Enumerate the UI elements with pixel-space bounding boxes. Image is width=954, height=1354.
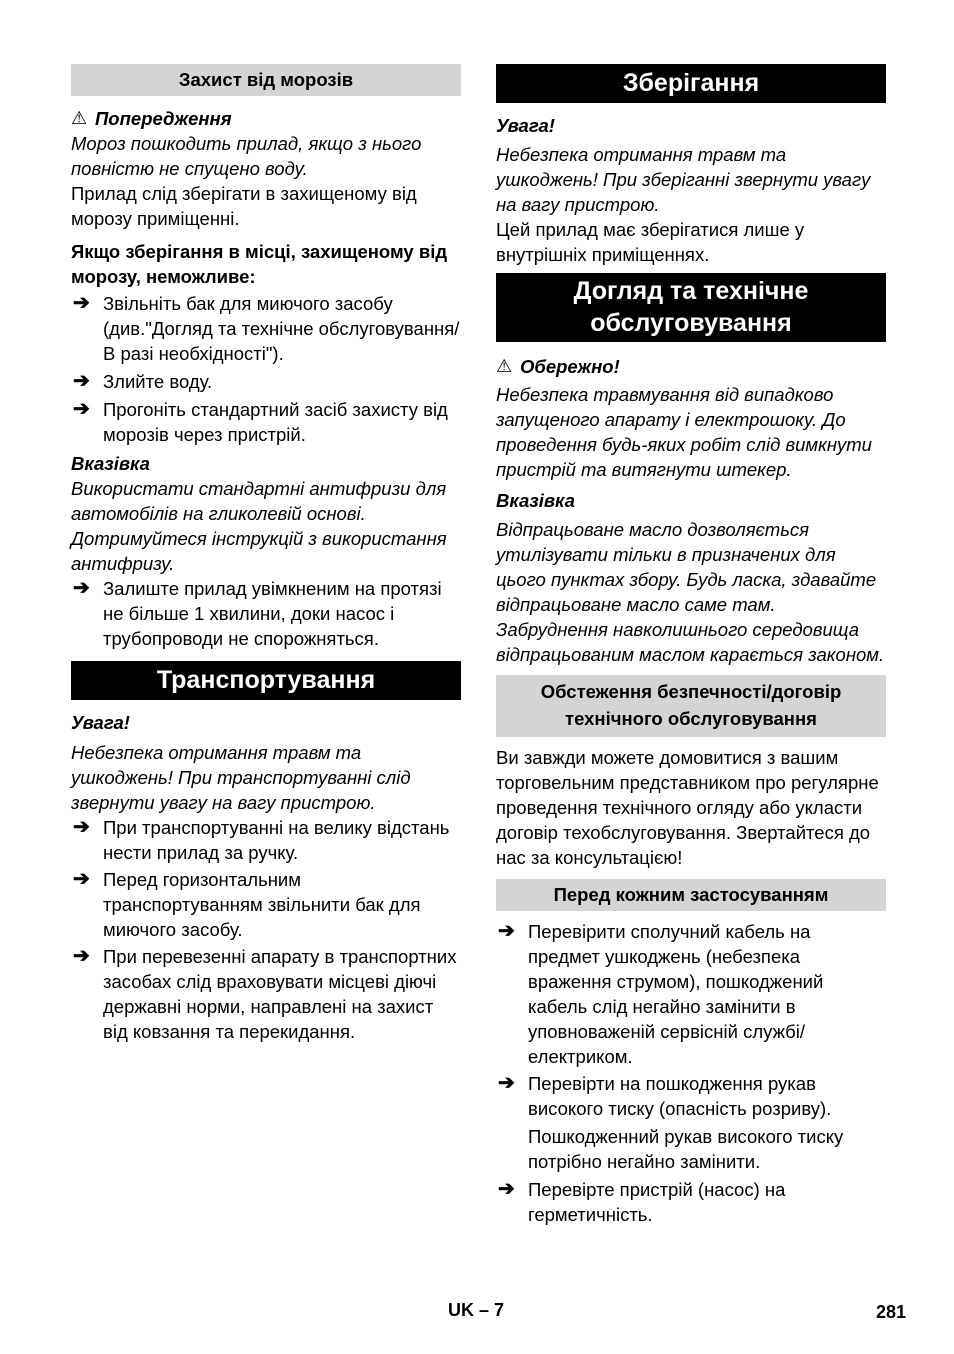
attention-label: Увага! xyxy=(71,712,130,733)
steps-list-3 xyxy=(71,815,461,1044)
frost-protection-heading: Захист від морозів xyxy=(71,64,461,96)
page-number: 281 xyxy=(876,1302,907,1322)
steps-list-2 xyxy=(71,576,461,651)
arrow-right-icon: ➔ xyxy=(498,1072,515,1094)
warning-triangle-icon: ⚠ xyxy=(71,108,88,128)
attention-text: Небезпека отримання травм та ушкоджень! При транспортуванні слід звернути увагу на вагу пристрою. xyxy=(71,742,411,813)
note-label: Вказівка xyxy=(496,490,575,511)
list-item: ➔ Перед горизонтальним транспортуванням звільнити бак для миючого засобу. xyxy=(73,868,421,940)
steps-list-1 xyxy=(71,291,461,447)
note-text: Відпрацьоване масло дозволяється утилізувати тільки в призначених для цього пунктах збору. Будь ласка, здавайте відпрацьоване масло саме там. Забруднення навколишнього середовища відпрацьованим маслом карається законом. xyxy=(496,519,885,665)
list-item: ➔ Злийте воду. xyxy=(73,370,213,392)
list-item: ➔ Залиште прилад увімкненим на протязі не більше 1 хвилини, доки насос і трубопроводи не спорожняться. xyxy=(73,577,442,649)
no-frost-storage-heading: Якщо зберігання в місці, захищеному від морозу, неможливе: xyxy=(71,241,448,287)
inspection-text: Ви завжди можете домовитися з вашим торговельним представником про регулярне проведення технічного огляду або укласти договір техобслуговування. Звертайтеся до нас за консультацією! xyxy=(496,747,879,868)
right-column xyxy=(496,64,886,1227)
arrow-right-icon: ➔ xyxy=(498,1178,515,1200)
warning-label-row xyxy=(71,106,461,131)
storage-text: Цей прилад має зберігатися лише у внутрішніх приміщеннях. xyxy=(496,219,805,265)
section-marker: UK – 7 xyxy=(448,1300,505,1320)
arrow-right-icon: ➔ xyxy=(73,292,90,314)
warning-text: Мороз пошкодить прилад, якщо з нього повністю не спущено воду. xyxy=(71,133,422,179)
attention-label: Увага! xyxy=(496,115,555,136)
warning-triangle-icon: ⚠ xyxy=(496,356,513,376)
list-item: ➔ Прогоніть стандартний засіб захисту від морозів через пристрій. xyxy=(73,398,448,445)
hose-text: Пошкодженний рукав високого тиску потрібно негайно замінити. xyxy=(528,1126,844,1172)
left-column xyxy=(71,64,461,1044)
inspection-heading: Обстеження безпечності/договір технічного обслуговування xyxy=(496,675,886,737)
before-use-heading: Перед кожним застосуванням xyxy=(496,879,886,911)
list-item: ➔ Перевірити сполучний кабель на предмет ушкоджень (небезпека враження струмом), пошкоджений кабель слід негайно замінити в уповноваженій сервісній службі/ електриком. xyxy=(498,920,824,1067)
arrow-right-icon: ➔ xyxy=(73,945,90,967)
transport-heading: Транспортування xyxy=(71,661,461,700)
caution-label-row xyxy=(496,354,886,379)
steps-list-a xyxy=(496,919,886,1121)
arrow-right-icon: ➔ xyxy=(73,868,90,890)
arrow-right-icon: ➔ xyxy=(73,398,90,420)
caution-text: Небезпека травмування від випадково запущеного апарату і електрошоку. До проведення будь-яких робіт слід вимкнути пристрій та витягнути штекер. xyxy=(496,384,872,480)
list-item: ➔ При перевезенні апарату в транспортних засобах слід враховувати місцеві діючі державні норми, направлені на захист від ковзання та перекидання. xyxy=(73,945,457,1042)
care-heading: Догляд та технічне обслуговування xyxy=(496,273,886,342)
list-item: ➔ Перевірте пристрій (насос) на герметичність. xyxy=(498,1178,786,1225)
arrow-right-icon: ➔ xyxy=(73,370,90,392)
storage-text: Прилад слід зберігати в захищеному від морозу приміщенні. xyxy=(71,183,417,229)
steps-list-b xyxy=(496,1177,886,1227)
attention-text: Небезпека отримання травм та ушкоджень! При зберіганні звернути увагу на вагу пристрою. xyxy=(496,144,871,215)
list-item: ➔ Звільніть бак для миючого засобу (див."Догляд та технічне обслуговування/В разі необхідності"). xyxy=(73,292,460,364)
list-item: ➔ Перевірти на пошкодження рукав високого тиску (опасність розриву). xyxy=(498,1072,832,1119)
arrow-right-icon: ➔ xyxy=(73,577,90,599)
note-label: Вказівка xyxy=(71,453,150,474)
caution-label: Обережно! xyxy=(520,356,620,377)
storage-heading: Зберігання xyxy=(496,64,886,103)
arrow-right-icon: ➔ xyxy=(498,920,515,942)
list-item: ➔ При транспортуванні на велику відстань нести прилад за ручку. xyxy=(73,816,450,863)
arrow-right-icon: ➔ xyxy=(73,816,90,838)
note-text: Використати стандартні антифризи для автомобілів на гликолевій основі. Дотримуйтеся інструкцій з використання антифризу. xyxy=(71,478,447,574)
warning-label: Попередження xyxy=(95,108,232,129)
